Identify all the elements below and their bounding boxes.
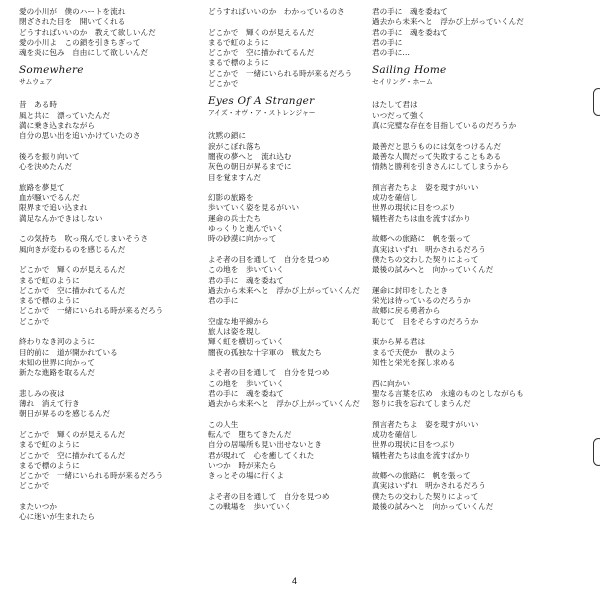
lyric-line: 君が現れて 心を癒してくれた [208,450,315,460]
lyric-line: 時の砂漠に向かって [208,234,277,244]
stanza-break [372,276,567,286]
lyrics-column-1 [19,7,197,523]
stanza-break [19,142,197,152]
stanza-break [208,183,386,193]
stanza-break [19,327,197,337]
lyric-line: 朝日が昇るのを感じるんだ [19,409,111,419]
lyric-line: 新たな進路を取るんだ [19,368,95,378]
stanza-break [372,368,567,378]
lyric-line: いつだって強く [372,110,426,120]
lyric-line: 旅人は姿を現し [208,327,262,337]
lyric-line: まるで虹のように [19,440,80,450]
lyric-line: まるで虹のように [208,37,269,47]
lyric-line: 成功を確信し [372,429,418,439]
page-number: 4 [292,576,298,586]
song-title-katakana: セイリング・ホーム [372,78,433,87]
lyric-line: どこかで 一緒にいられる時が来るだろう [19,471,164,481]
lyric-line: 君の手に 魂を委ねて [208,275,284,285]
stanza-break [19,420,197,430]
lyric-line: 世界の現状に目をつぶり [372,440,456,450]
lyric-line: 僕たちの交わした契りによって [372,254,479,264]
stanza-break [208,358,386,368]
lyric-line: どこかで 輝くのが見えるんだ [208,27,315,37]
lyric-line: 恥じて 目をそらすのだろうか [372,316,479,326]
lyric-line: 君の手に [372,37,403,47]
lyric-line: 心を決めたんだ [19,162,73,172]
lyrics-column-2 [208,7,386,512]
lyric-line: 君の手に… [372,48,410,58]
lyric-line: 自分の居場所も見い出せないとき [208,440,322,450]
lyric-line: どこかで 輝くのが見えるんだ [19,265,126,275]
lyric-line: 成功を確信し [372,193,418,203]
lyric-line: この人生 [208,419,239,429]
lyric-line: 昔 ある時 [19,100,57,110]
lyric-line: どこかで 空に描かれてるんだ [19,450,126,460]
lyric-line: 闇夜の孤独な十字軍の 戦友たち [208,347,322,357]
song-title-katakana: アイズ・オヴ・ア・ストレンジャー [208,109,316,118]
lyric-line: どこかで [19,481,50,491]
lyric-line: はたして君は [372,100,418,110]
lyric-line: まるで天使か 獣のよう [372,347,456,357]
lyrics-column-3 [372,7,567,512]
lyric-line: 風と共に 漂っていたんだ [19,110,111,120]
lyric-line: どうすればいいのか わかっているのさ [208,7,345,16]
lyric-line: 真実はいずれ 明かされるだろう [372,244,486,254]
lyric-line: 最後の試みへと 向かっていくんだ [372,502,494,512]
song-title: Sailing Home [372,64,447,77]
lyric-line: まるで標のように [19,296,80,306]
lyric-line: まるで虹のように [19,275,80,285]
lyric-line: 過去から未来へと 浮かび上がっていくんだ [208,399,360,409]
lyric-line: 故郷への旅路に 帆を張って [372,234,471,244]
lyric-line: 君の手に [208,296,239,306]
lyric-line: よそ者の目を通して 自分を見つめ [208,254,330,264]
stanza-break [372,327,567,337]
song-title-katakana: サムウェア [19,78,53,87]
stanza-break [19,255,197,265]
lyric-line: よそ者の目を通して 自分を見つめ [208,368,330,378]
lyric-line: 風向きが変わるのを感じるんだ [19,244,126,254]
lyric-line: 歩いていく姿を見るがいい [208,203,300,213]
lyric-line: 血が騒いでるんだ [19,193,80,203]
edge-bracket-mark [593,438,600,466]
stanza-break [19,379,197,389]
stanza-break [208,306,386,316]
lyric-line: 幻影の旅路を [208,193,254,203]
lyric-line: 故郷への旅路に 帆を張って [372,471,471,481]
lyric-line: この地を 歩いていく [208,378,284,388]
lyric-line: 情熱と勝利を引きさんにしてしまうから [372,162,509,172]
lyric-line: まるで標のように [19,460,80,470]
lyric-line: この気持ち 吹っ飛んでしまいそうさ [19,234,149,244]
edge-bracket-mark [593,88,600,116]
stanza-break [208,17,386,27]
song-title: Eyes Of A Stranger [208,95,315,108]
lyric-line: 犠牲者たちは血を流すばかり [372,450,471,460]
lyric-line: 後ろを振り向いて [19,151,80,161]
lyric-line: 君の手に 魂を委ねて [208,388,284,398]
lyric-line: 僕たちの交わした契りによって [372,491,479,501]
stanza-break [208,481,386,491]
stanza-break [19,224,197,234]
stanza-break [19,173,197,183]
lyric-line: 過去から未来へと 浮かび上がっていくんだ [372,17,524,27]
lyric-line: 真に完璧な存在を目指しているのだろうか [372,121,517,131]
lyric-line: 運命の兵士たち [208,213,262,223]
lyric-line: 薄れ 消えて行き [19,399,80,409]
lyric-line: この地を 歩いていく [208,265,284,275]
lyric-line: 自分の思い出を追いかけていたのさ [19,131,141,141]
lyric-line: 最善な人間だって失敗することもある [372,151,502,161]
lyric-line: 空虚な地平線から [208,316,269,326]
song-title: Somewhere [19,64,84,77]
lyric-line: 未知の世界に向かって [19,357,95,367]
lyric-line: 最善だと思うものには気をつけるんだ [372,141,502,151]
lyric-line: 君の手に 魂を委ねて [372,7,448,16]
lyric-line: 西に向かい [372,378,410,388]
stanza-break [208,245,386,255]
stanza-break [372,409,567,419]
lyric-line: 満足なんかできはしない [19,213,103,223]
lyric-line: どこかで 輝くのが見えるんだ [19,429,126,439]
lyric-line: 転んで 堕ちてきたんだ [208,429,292,439]
lyric-line: 最後の試みへと 向かっていくんだ [372,265,494,275]
lyric-line: 閉ざされた目を 開いてくれる [19,17,126,27]
lyric-line: 愛の小川が 僕のハートを流れ [19,7,126,16]
lyric-line: 沈黙の鎖に [208,131,246,141]
lyric-line: 輝く虹を横切っていく [208,337,284,347]
lyric-line: 真実はいずれ 明かされるだろう [372,481,486,491]
stanza-break [372,131,567,141]
lyric-line: 心に迷いが生まれたら [19,512,95,522]
lyric-line: 愛の小川よ この鎖を引きちぎって [19,37,141,47]
stanza-break [372,224,567,234]
lyric-line: 運命に封印をしたとき [372,285,448,295]
lyric-line: 終わりなき河のように [19,337,95,347]
lyric-line: 怒りに我を忘れてしまうんだ [372,399,471,409]
lyric-line: まるで標のように [208,58,269,68]
lyric-line: 聖なる言葉を広め 永遠のものとしながらも [372,388,524,398]
lyric-line: きっとその場に行くよ [208,471,284,481]
lyric-line: どこかで [208,79,239,89]
lyric-line: 魂を炎に包み 自由にして欲しいんだ [19,48,149,58]
lyric-line: 目を覚ますんだ [208,172,262,182]
lyric-line: どこかで 一緒にいられる時が来るだろう [208,68,353,78]
lyric-line: 満に乗き込まれながら [19,121,95,131]
lyric-line: 君の手に 魂を委ねて [372,27,448,37]
stanza-break [372,461,567,471]
lyric-line: どこかで 空に描かれてるんだ [19,285,126,295]
lyric-line: 限界まで追い込まれ [19,203,88,213]
lyric-line: 悲しみの夜は [19,388,65,398]
lyric-line: どこかで [19,316,50,326]
lyric-line: 世界の現状に目をつぶり [372,203,456,213]
lyric-line: どこかで 空に描かれてるんだ [208,48,315,58]
lyric-line: いつか 時が来たら [208,460,277,470]
lyric-line: 預言者たちよ 姿を現すがいい [372,182,479,192]
lyric-line: ゆっくりと進んでいく [208,224,284,234]
stanza-break [208,409,386,419]
lyric-line: 東から昇る君は [372,337,426,347]
lyric-line: 故郷に戻る勇者から [372,306,441,316]
lyric-line: よそ者の目を通して 自分を見つめ [208,491,330,501]
lyric-line: またいつか [19,502,57,512]
lyric-line: 知性と栄光を探し求める [372,357,456,367]
stanza-break [19,492,197,502]
lyric-line: どこかで 一緒にいられる時が来るだろう [19,306,164,316]
lyric-line: 闇夜の夢へと 流れ込む [208,151,292,161]
lyric-line: 栄光は待っているのだろうか [372,296,471,306]
lyric-line: 過去から未来へと 浮かび上がっていくんだ [208,285,360,295]
lyric-line: 犠牲者たちは血を流すばかり [372,213,471,223]
lyric-line: 灰色の朝日が昇るまでに [208,162,292,172]
lyric-line: この戦場を 歩いていく [208,502,292,512]
lyric-line: 涙がこぼれ落ち [208,141,262,151]
lyric-line: 預言者たちよ 姿を現すがいい [372,419,479,429]
stanza-break [372,173,567,183]
lyric-line: 目的前に 道が開かれている [19,347,118,357]
lyric-line: どうすればいいのか 教えて欲しいんだ [19,27,156,37]
lyric-line: 旅路を夢見て [19,182,65,192]
